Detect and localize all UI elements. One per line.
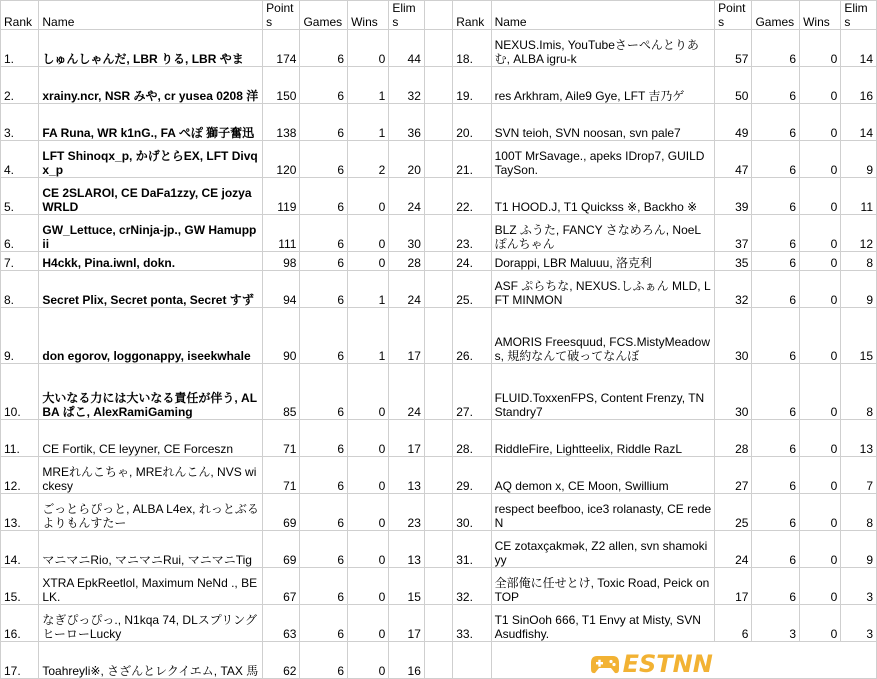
- table-row: [1, 605, 877, 642]
- spacer-cell: [424, 1, 452, 30]
- spacer-cell: [424, 531, 452, 568]
- points-cell: 94: [263, 271, 300, 308]
- spacer-cell: [424, 642, 452, 679]
- rank-cell: 11.: [1, 420, 39, 457]
- wins-cell: 0: [348, 457, 389, 494]
- header-rank: Rank: [453, 1, 491, 30]
- points-cell: 138: [263, 104, 300, 141]
- rank-cell: 6.: [1, 215, 39, 252]
- points-cell: 67: [263, 568, 300, 605]
- header-games: Games: [300, 1, 348, 30]
- rank-cell: 10.: [1, 364, 39, 420]
- games-cell: 6: [752, 494, 800, 531]
- games-cell: 6: [300, 494, 348, 531]
- rank-cell: 21.: [453, 141, 491, 178]
- games-cell: 6: [752, 308, 800, 364]
- header-points: Points: [263, 1, 300, 30]
- points-cell: 69: [263, 494, 300, 531]
- games-cell: 6: [752, 271, 800, 308]
- games-cell: 6: [300, 178, 348, 215]
- team-name-cell: CE 2SLAROI, CE DaFa1zzy, CE jozyaWRLD: [39, 178, 263, 215]
- points-cell: 17: [715, 568, 752, 605]
- spacer-cell: [424, 568, 452, 605]
- elims-cell: 3: [841, 605, 877, 642]
- elims-cell: 17: [389, 420, 425, 457]
- team-name-cell: Dorappi, LBR Maluuu, 洛克利: [491, 252, 715, 271]
- elims-cell: 8: [841, 252, 877, 271]
- points-cell: 50: [715, 67, 752, 104]
- points-cell: 6: [715, 605, 752, 642]
- games-cell: 6: [752, 104, 800, 141]
- team-name-cell: GW_Lettuce, crNinja-jp., GW Hamuppii: [39, 215, 263, 252]
- empty-cell: [453, 642, 491, 679]
- team-name-cell: CE Fortik, CE leyyner, CE Forceszn: [39, 420, 263, 457]
- spacer-cell: [424, 67, 452, 104]
- games-cell: 6: [300, 308, 348, 364]
- wins-cell: 0: [800, 494, 841, 531]
- elims-cell: 14: [841, 104, 877, 141]
- rank-cell: 28.: [453, 420, 491, 457]
- team-name-cell: BLZ ふうた, FANCY さなめろん, NoeL ぽんちゃん: [491, 215, 715, 252]
- team-name-cell: AMORIS Freesquud, FCS.MistyMeadows, 規約なんて破ってなんぼ: [491, 308, 715, 364]
- wins-cell: 0: [800, 364, 841, 420]
- wins-cell: 0: [800, 30, 841, 67]
- points-cell: 47: [715, 141, 752, 178]
- elims-cell: 12: [841, 215, 877, 252]
- points-cell: 32: [715, 271, 752, 308]
- points-cell: 25: [715, 494, 752, 531]
- elims-cell: 13: [841, 420, 877, 457]
- points-cell: 24: [715, 531, 752, 568]
- rank-cell: 26.: [453, 308, 491, 364]
- games-cell: 6: [300, 271, 348, 308]
- table-row: [1, 494, 877, 531]
- elims-cell: 23: [389, 494, 425, 531]
- games-cell: 6: [752, 178, 800, 215]
- rank-cell: 33.: [453, 605, 491, 642]
- points-cell: 57: [715, 30, 752, 67]
- wins-cell: 0: [800, 67, 841, 104]
- games-cell: 6: [300, 104, 348, 141]
- team-name-cell: respect beefboo, ice3 rolanasty, CE redeN: [491, 494, 715, 531]
- wins-cell: 1: [348, 67, 389, 104]
- points-cell: 85: [263, 364, 300, 420]
- wins-cell: 0: [800, 420, 841, 457]
- table-row: [1, 67, 877, 104]
- rank-cell: 20.: [453, 104, 491, 141]
- spacer-cell: [424, 141, 452, 178]
- header-elims: Elims: [389, 1, 425, 30]
- elims-cell: 36: [389, 104, 425, 141]
- games-cell: 6: [300, 531, 348, 568]
- team-name-cell: 大いなる力には大いなる責任が伴う, ALBA ぱこ, AlexRamiGaming: [39, 364, 263, 420]
- wins-cell: 0: [348, 364, 389, 420]
- points-cell: 49: [715, 104, 752, 141]
- rank-cell: 19.: [453, 67, 491, 104]
- table-row: [1, 215, 877, 252]
- gamepad-icon: [590, 653, 620, 675]
- rank-cell: 23.: [453, 215, 491, 252]
- table-row: [1, 457, 877, 494]
- wins-cell: 0: [348, 642, 389, 679]
- points-cell: 71: [263, 420, 300, 457]
- table-row: [1, 531, 877, 568]
- games-cell: 6: [752, 67, 800, 104]
- games-cell: 6: [752, 141, 800, 178]
- team-name-cell: MREれんこちゃ, MREれんこん, NVS wickesy: [39, 457, 263, 494]
- header-wins: Wins: [348, 1, 389, 30]
- games-cell: 6: [300, 252, 348, 271]
- team-name-cell: T1 SinOoh 666, T1 Envy at Misty, SVN Asudfishy.: [491, 605, 715, 642]
- team-name-cell: AQ demon x, CE Moon, Swillium: [491, 457, 715, 494]
- rank-cell: 25.: [453, 271, 491, 308]
- team-name-cell: don egorov, loggonappy, iseekwhale: [39, 308, 263, 364]
- spacer-cell: [424, 271, 452, 308]
- points-cell: 119: [263, 178, 300, 215]
- spacer-cell: [424, 215, 452, 252]
- games-cell: 6: [300, 605, 348, 642]
- games-cell: 6: [752, 420, 800, 457]
- rank-cell: 12.: [1, 457, 39, 494]
- rank-cell: 16.: [1, 605, 39, 642]
- elims-cell: 9: [841, 271, 877, 308]
- spacer-cell: [424, 252, 452, 271]
- games-cell: 6: [300, 67, 348, 104]
- team-name-cell: しゅんしゃんだ, LBR りる, LBR やま: [39, 30, 263, 67]
- games-cell: 6: [300, 30, 348, 67]
- rank-cell: 32.: [453, 568, 491, 605]
- team-name-cell: Toahreyli※, さざんとレクイエム, TAX 馬: [39, 642, 263, 679]
- team-name-cell: T1 HOOD.J, T1 Quickss ※, Backho ※: [491, 178, 715, 215]
- team-name-cell: なぎぴっぴっ., N1kqa 74, DLスプリングヒーローLucky: [39, 605, 263, 642]
- table-row: [1, 178, 877, 215]
- table-row: [1, 308, 877, 364]
- games-cell: 6: [300, 457, 348, 494]
- rank-cell: 1.: [1, 30, 39, 67]
- brand-logo: [590, 652, 713, 676]
- wins-cell: 0: [348, 568, 389, 605]
- games-cell: 6: [752, 30, 800, 67]
- team-name-cell: 100T MrSavage., apeks IDrop7, GUILD TaySon.: [491, 141, 715, 178]
- rank-cell: 31.: [453, 531, 491, 568]
- points-cell: 28: [715, 420, 752, 457]
- elims-cell: 17: [389, 308, 425, 364]
- elims-cell: 3: [841, 568, 877, 605]
- wins-cell: 0: [800, 308, 841, 364]
- games-cell: 6: [752, 568, 800, 605]
- rank-cell: 14.: [1, 531, 39, 568]
- points-cell: 111: [263, 215, 300, 252]
- points-cell: 35: [715, 252, 752, 271]
- wins-cell: 0: [800, 215, 841, 252]
- games-cell: 6: [300, 364, 348, 420]
- team-name-cell: 全部俺に任せとけ, Toxic Road, Peick on TOP: [491, 568, 715, 605]
- games-cell: 6: [752, 457, 800, 494]
- elims-cell: 7: [841, 457, 877, 494]
- wins-cell: 1: [348, 271, 389, 308]
- elims-cell: 14: [841, 30, 877, 67]
- header-wins: Wins: [800, 1, 841, 30]
- games-cell: 6: [752, 252, 800, 271]
- elims-cell: 32: [389, 67, 425, 104]
- elims-cell: 9: [841, 141, 877, 178]
- team-name-cell: LFT Shinoqx_p, かげとらEX, LFT Divqx_p: [39, 141, 263, 178]
- table-row: [1, 104, 877, 141]
- table-row: [1, 420, 877, 457]
- games-cell: 6: [752, 531, 800, 568]
- elims-cell: 16: [389, 642, 425, 679]
- team-name-cell: FA Runa, WR k1nG., FA ぺぽ 獅子奮迅: [39, 104, 263, 141]
- points-cell: 90: [263, 308, 300, 364]
- header-games: Games: [752, 1, 800, 30]
- rank-cell: 3.: [1, 104, 39, 141]
- elims-cell: 8: [841, 494, 877, 531]
- rank-cell: 17.: [1, 642, 39, 679]
- wins-cell: 0: [348, 420, 389, 457]
- points-cell: 174: [263, 30, 300, 67]
- elims-cell: 20: [389, 141, 425, 178]
- wins-cell: 0: [800, 104, 841, 141]
- wins-cell: 0: [348, 215, 389, 252]
- wins-cell: 2: [348, 141, 389, 178]
- games-cell: 6: [752, 364, 800, 420]
- rank-cell: 18.: [453, 30, 491, 67]
- rank-cell: 9.: [1, 308, 39, 364]
- elims-cell: 11: [841, 178, 877, 215]
- table-row: [1, 252, 877, 271]
- team-name-cell: H4ckk, Pina.iwnl, dokn.: [39, 252, 263, 271]
- points-cell: 69: [263, 531, 300, 568]
- header-row: [1, 1, 877, 30]
- points-cell: 39: [715, 178, 752, 215]
- team-name-cell: FLUID.ToxxenFPS, Content Frenzy, TN Standry7: [491, 364, 715, 420]
- elims-cell: 17: [389, 605, 425, 642]
- team-name-cell: Secret Plix, Secret ponta, Secret すず: [39, 271, 263, 308]
- spacer-cell: [424, 104, 452, 141]
- rank-cell: 13.: [1, 494, 39, 531]
- wins-cell: 0: [348, 178, 389, 215]
- table-row: [1, 568, 877, 605]
- wins-cell: 0: [800, 605, 841, 642]
- rank-cell: 4.: [1, 141, 39, 178]
- points-cell: 30: [715, 364, 752, 420]
- team-name-cell: RiddleFire, Lightteelix, Riddle RazL: [491, 420, 715, 457]
- games-cell: 6: [300, 215, 348, 252]
- team-name-cell: xrainy.ncr, NSR みや, cr yusea 0208 洋: [39, 67, 263, 104]
- rank-cell: 5.: [1, 178, 39, 215]
- spacer-cell: [424, 494, 452, 531]
- spacer-cell: [424, 420, 452, 457]
- rank-cell: 29.: [453, 457, 491, 494]
- team-name-cell: XTRA EpkReetlol, Maximum NeNd ., BELK.: [39, 568, 263, 605]
- elims-cell: 28: [389, 252, 425, 271]
- wins-cell: 0: [348, 531, 389, 568]
- elims-cell: 24: [389, 364, 425, 420]
- elims-cell: 9: [841, 531, 877, 568]
- points-cell: 98: [263, 252, 300, 271]
- games-cell: 3: [752, 605, 800, 642]
- wins-cell: 1: [348, 308, 389, 364]
- wins-cell: 0: [800, 141, 841, 178]
- elims-cell: 15: [841, 308, 877, 364]
- team-name-cell: ASF ぷらちな, NEXUS.しふぁん MLD, LFT MINMON: [491, 271, 715, 308]
- wins-cell: 0: [800, 252, 841, 271]
- table-row: [1, 642, 877, 679]
- wins-cell: 0: [348, 605, 389, 642]
- table-row: [1, 364, 877, 420]
- elims-cell: 24: [389, 178, 425, 215]
- rank-cell: 7.: [1, 252, 39, 271]
- points-cell: 27: [715, 457, 752, 494]
- points-cell: 30: [715, 308, 752, 364]
- points-cell: 62: [263, 642, 300, 679]
- games-cell: 6: [300, 141, 348, 178]
- wins-cell: 0: [800, 531, 841, 568]
- elims-cell: 16: [841, 67, 877, 104]
- wins-cell: 0: [348, 494, 389, 531]
- team-name-cell: ごっとらぴっと, ALBA L4ex, れっとぶるよりもんすたー: [39, 494, 263, 531]
- wins-cell: 0: [348, 252, 389, 271]
- team-name-cell: マニマニRio, マニマニRui, マニマニTig: [39, 531, 263, 568]
- header-rank: Rank: [1, 1, 39, 30]
- rank-cell: 30.: [453, 494, 491, 531]
- rank-cell: 22.: [453, 178, 491, 215]
- points-cell: 37: [715, 215, 752, 252]
- wins-cell: 0: [800, 271, 841, 308]
- elims-cell: 44: [389, 30, 425, 67]
- rank-cell: 15.: [1, 568, 39, 605]
- rank-cell: 27.: [453, 364, 491, 420]
- spacer-cell: [424, 178, 452, 215]
- spacer-cell: [424, 605, 452, 642]
- elims-cell: 24: [389, 271, 425, 308]
- team-name-cell: NEXUS.Imis, YouTubeさーぺんとりあむ, ALBA igru-k: [491, 30, 715, 67]
- elims-cell: 30: [389, 215, 425, 252]
- wins-cell: 0: [348, 30, 389, 67]
- games-cell: 6: [300, 642, 348, 679]
- points-cell: 120: [263, 141, 300, 178]
- header-name: Name: [39, 1, 263, 30]
- table-row: [1, 141, 877, 178]
- rank-cell: 24.: [453, 252, 491, 271]
- header-name: Name: [491, 1, 715, 30]
- spacer-cell: [424, 457, 452, 494]
- header-points: Points: [715, 1, 752, 30]
- table-row: [1, 271, 877, 308]
- spacer-cell: [424, 308, 452, 364]
- elims-cell: 13: [389, 531, 425, 568]
- games-cell: 6: [300, 420, 348, 457]
- spacer-cell: [424, 364, 452, 420]
- wins-cell: 0: [800, 457, 841, 494]
- wins-cell: 0: [800, 568, 841, 605]
- games-cell: 6: [300, 568, 348, 605]
- wins-cell: 0: [800, 178, 841, 215]
- wins-cell: 1: [348, 104, 389, 141]
- elims-cell: 8: [841, 364, 877, 420]
- points-cell: 71: [263, 457, 300, 494]
- points-cell: 150: [263, 67, 300, 104]
- games-cell: 6: [752, 215, 800, 252]
- team-name-cell: SVN teioh, SVN noosan, svn pale7: [491, 104, 715, 141]
- header-elims: Elims: [841, 1, 877, 30]
- team-name-cell: res Arkhram, Aile9 Gye, LFT 吉乃ゲ: [491, 67, 715, 104]
- table-row: [1, 30, 877, 67]
- points-cell: 63: [263, 605, 300, 642]
- rank-cell: 2.: [1, 67, 39, 104]
- team-name-cell: CE zotaxçakmək, Z2 allen, svn shamokiyy: [491, 531, 715, 568]
- elims-cell: 15: [389, 568, 425, 605]
- brand-logo-cell: [491, 642, 876, 679]
- rank-cell: 8.: [1, 271, 39, 308]
- elims-cell: 13: [389, 457, 425, 494]
- spacer-cell: [424, 30, 452, 67]
- brand-name: ESTNN: [622, 650, 713, 678]
